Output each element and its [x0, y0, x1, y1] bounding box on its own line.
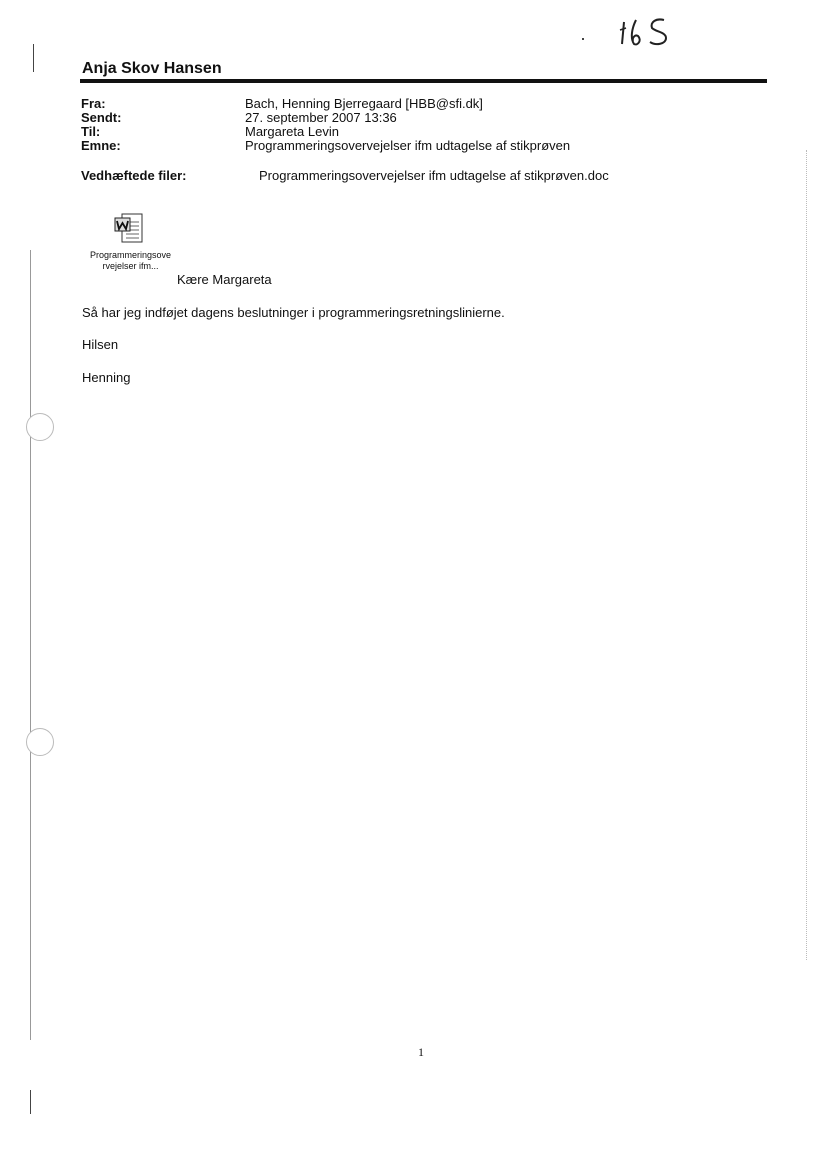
scan-mark: [30, 1090, 31, 1114]
subject-label: Emne:: [81, 138, 121, 153]
punch-hole: [26, 728, 54, 756]
scan-dot: [582, 38, 584, 40]
mailbox-owner-name: Anja Skov Hansen: [82, 60, 222, 77]
left-page-edge: [30, 250, 32, 1040]
subject-value: Programmeringsovervejelser ifm udtagelse af stikprøven: [245, 138, 571, 153]
signature: Henning: [82, 370, 131, 385]
page-number: 1: [418, 1045, 424, 1059]
attachment-caption[interactable]: [78, 250, 183, 272]
from-value: Bach, Henning Bjerregaard [HBB@sfi.dk]: [245, 96, 483, 111]
attachments-value: Programmeringsovervejelser ifm udtagelse af stikprøven.doc: [259, 168, 609, 183]
body-paragraph: Så har jeg indføjet dagens beslutninger i programmeringsretningslinierne.: [82, 305, 505, 320]
greeting: Kære Margareta: [177, 272, 272, 287]
header-rule: [80, 79, 767, 83]
word-document-icon[interactable]: [114, 212, 144, 244]
to-label: Til:: [81, 124, 101, 139]
to-value: Margareta Levin: [245, 124, 339, 139]
handwritten-page-number: [616, 14, 676, 48]
right-page-edge: [806, 150, 808, 960]
punch-hole: [26, 413, 54, 441]
sent-label: Sendt:: [81, 110, 122, 125]
attachment-caption-line: Programmeringsove: [89, 250, 172, 260]
attachments-label: Vedhæftede filer:: [81, 168, 187, 183]
attachment-caption-line: rvejelser ifm...: [102, 261, 159, 271]
sent-value: 27. september 2007 13:36: [245, 110, 397, 125]
from-label: Fra:: [81, 96, 106, 111]
closing: Hilsen: [82, 337, 119, 352]
scan-mark: [33, 44, 34, 72]
